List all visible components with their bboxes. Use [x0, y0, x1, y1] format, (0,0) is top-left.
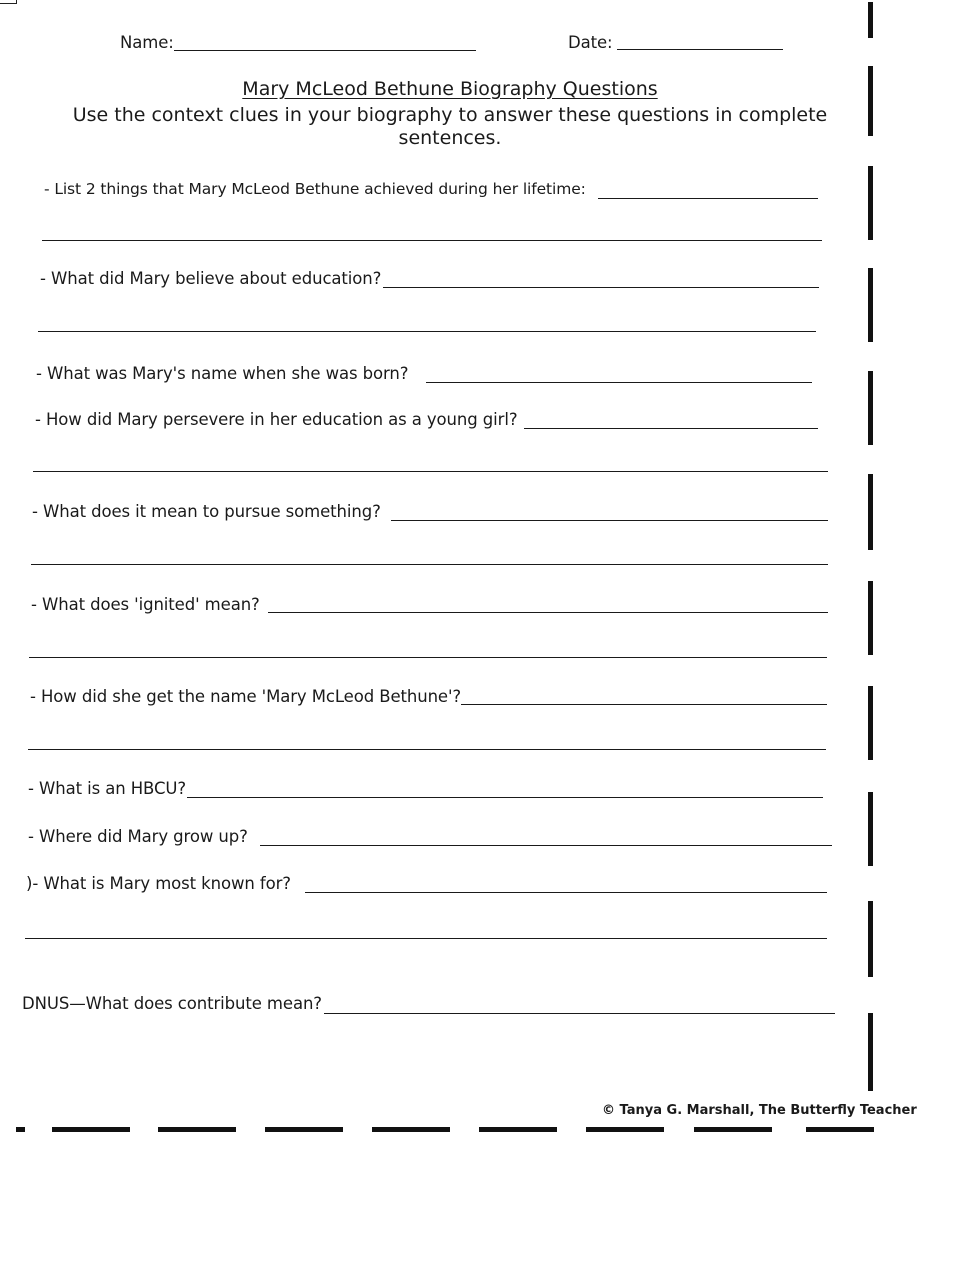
scan-edge-dash	[694, 1127, 772, 1132]
answer-line[interactable]	[268, 612, 828, 613]
name-field[interactable]	[174, 50, 476, 51]
answer-line[interactable]	[324, 1013, 835, 1014]
scan-edge-bar	[868, 268, 873, 342]
question-1: - List 2 things that Mary McLeod Bethune achieved during her lifetime:	[44, 180, 586, 198]
worksheet-title: Mary McLeod Bethune Biography Questions	[242, 78, 658, 100]
crop-mark	[16, 0, 17, 4]
answer-line[interactable]	[426, 382, 812, 383]
answer-line[interactable]	[29, 657, 827, 658]
answer-line[interactable]	[383, 287, 819, 288]
answer-line[interactable]	[305, 892, 827, 893]
crop-mark	[0, 3, 16, 4]
scan-edge-bar	[868, 371, 873, 445]
scan-edge-dash	[16, 1127, 25, 1132]
name-label: Name:	[120, 33, 174, 52]
instructions: Use the context clues in your biography to answer these questions in complete sentences.	[72, 104, 828, 149]
answer-line[interactable]	[461, 704, 827, 705]
answer-line[interactable]	[598, 198, 818, 199]
bonus-question: DNUS—What does contribute mean?	[22, 994, 322, 1013]
question-7: - How did she get the name 'Mary McLeod Bethune'?	[30, 687, 462, 706]
scan-edge-dash	[586, 1127, 664, 1132]
scan-edge-bar	[868, 901, 873, 977]
question-6: - What does 'ignited' mean?	[31, 595, 260, 614]
answer-line[interactable]	[38, 331, 816, 332]
scan-edge-bar	[868, 66, 873, 136]
answer-line[interactable]	[33, 471, 828, 472]
date-label: Date:	[568, 33, 613, 52]
scan-edge-dash	[265, 1127, 343, 1132]
scan-edge-bar	[868, 581, 873, 655]
answer-line[interactable]	[391, 520, 828, 521]
answer-line[interactable]	[260, 845, 832, 846]
question-9: - Where did Mary grow up?	[28, 827, 248, 846]
answer-line[interactable]	[42, 240, 822, 241]
question-4: - How did Mary persevere in her education as a young girl?	[35, 410, 518, 429]
answer-line[interactable]	[28, 749, 826, 750]
answer-line[interactable]	[187, 797, 823, 798]
scan-edge-dash	[52, 1127, 130, 1132]
answer-line[interactable]	[25, 938, 827, 939]
scan-edge-bar	[868, 474, 873, 550]
scan-edge-bar	[868, 166, 873, 240]
scan-edge-bar	[868, 2, 873, 38]
answer-line[interactable]	[31, 564, 828, 565]
question-10: )- What is Mary most known for?	[26, 874, 291, 893]
question-8: - What is an HBCU?	[28, 779, 187, 798]
question-5: - What does it mean to pursue something?	[32, 502, 381, 521]
scan-edge-dash	[158, 1127, 236, 1132]
scan-edge-dash	[806, 1127, 874, 1132]
scan-edge-bar	[868, 792, 873, 866]
answer-line[interactable]	[524, 428, 818, 429]
question-2: - What did Mary believe about education?	[40, 269, 382, 288]
scan-edge-bar	[868, 686, 873, 760]
scan-edge-bar	[868, 1013, 873, 1091]
date-field[interactable]	[617, 49, 783, 50]
scan-edge-dash	[372, 1127, 450, 1132]
scan-edge-dash	[479, 1127, 557, 1132]
question-3: - What was Mary's name when she was born?	[36, 364, 409, 383]
copyright-notice: © Tanya G. Marshall, The Butterfly Teacher	[602, 1103, 917, 1118]
